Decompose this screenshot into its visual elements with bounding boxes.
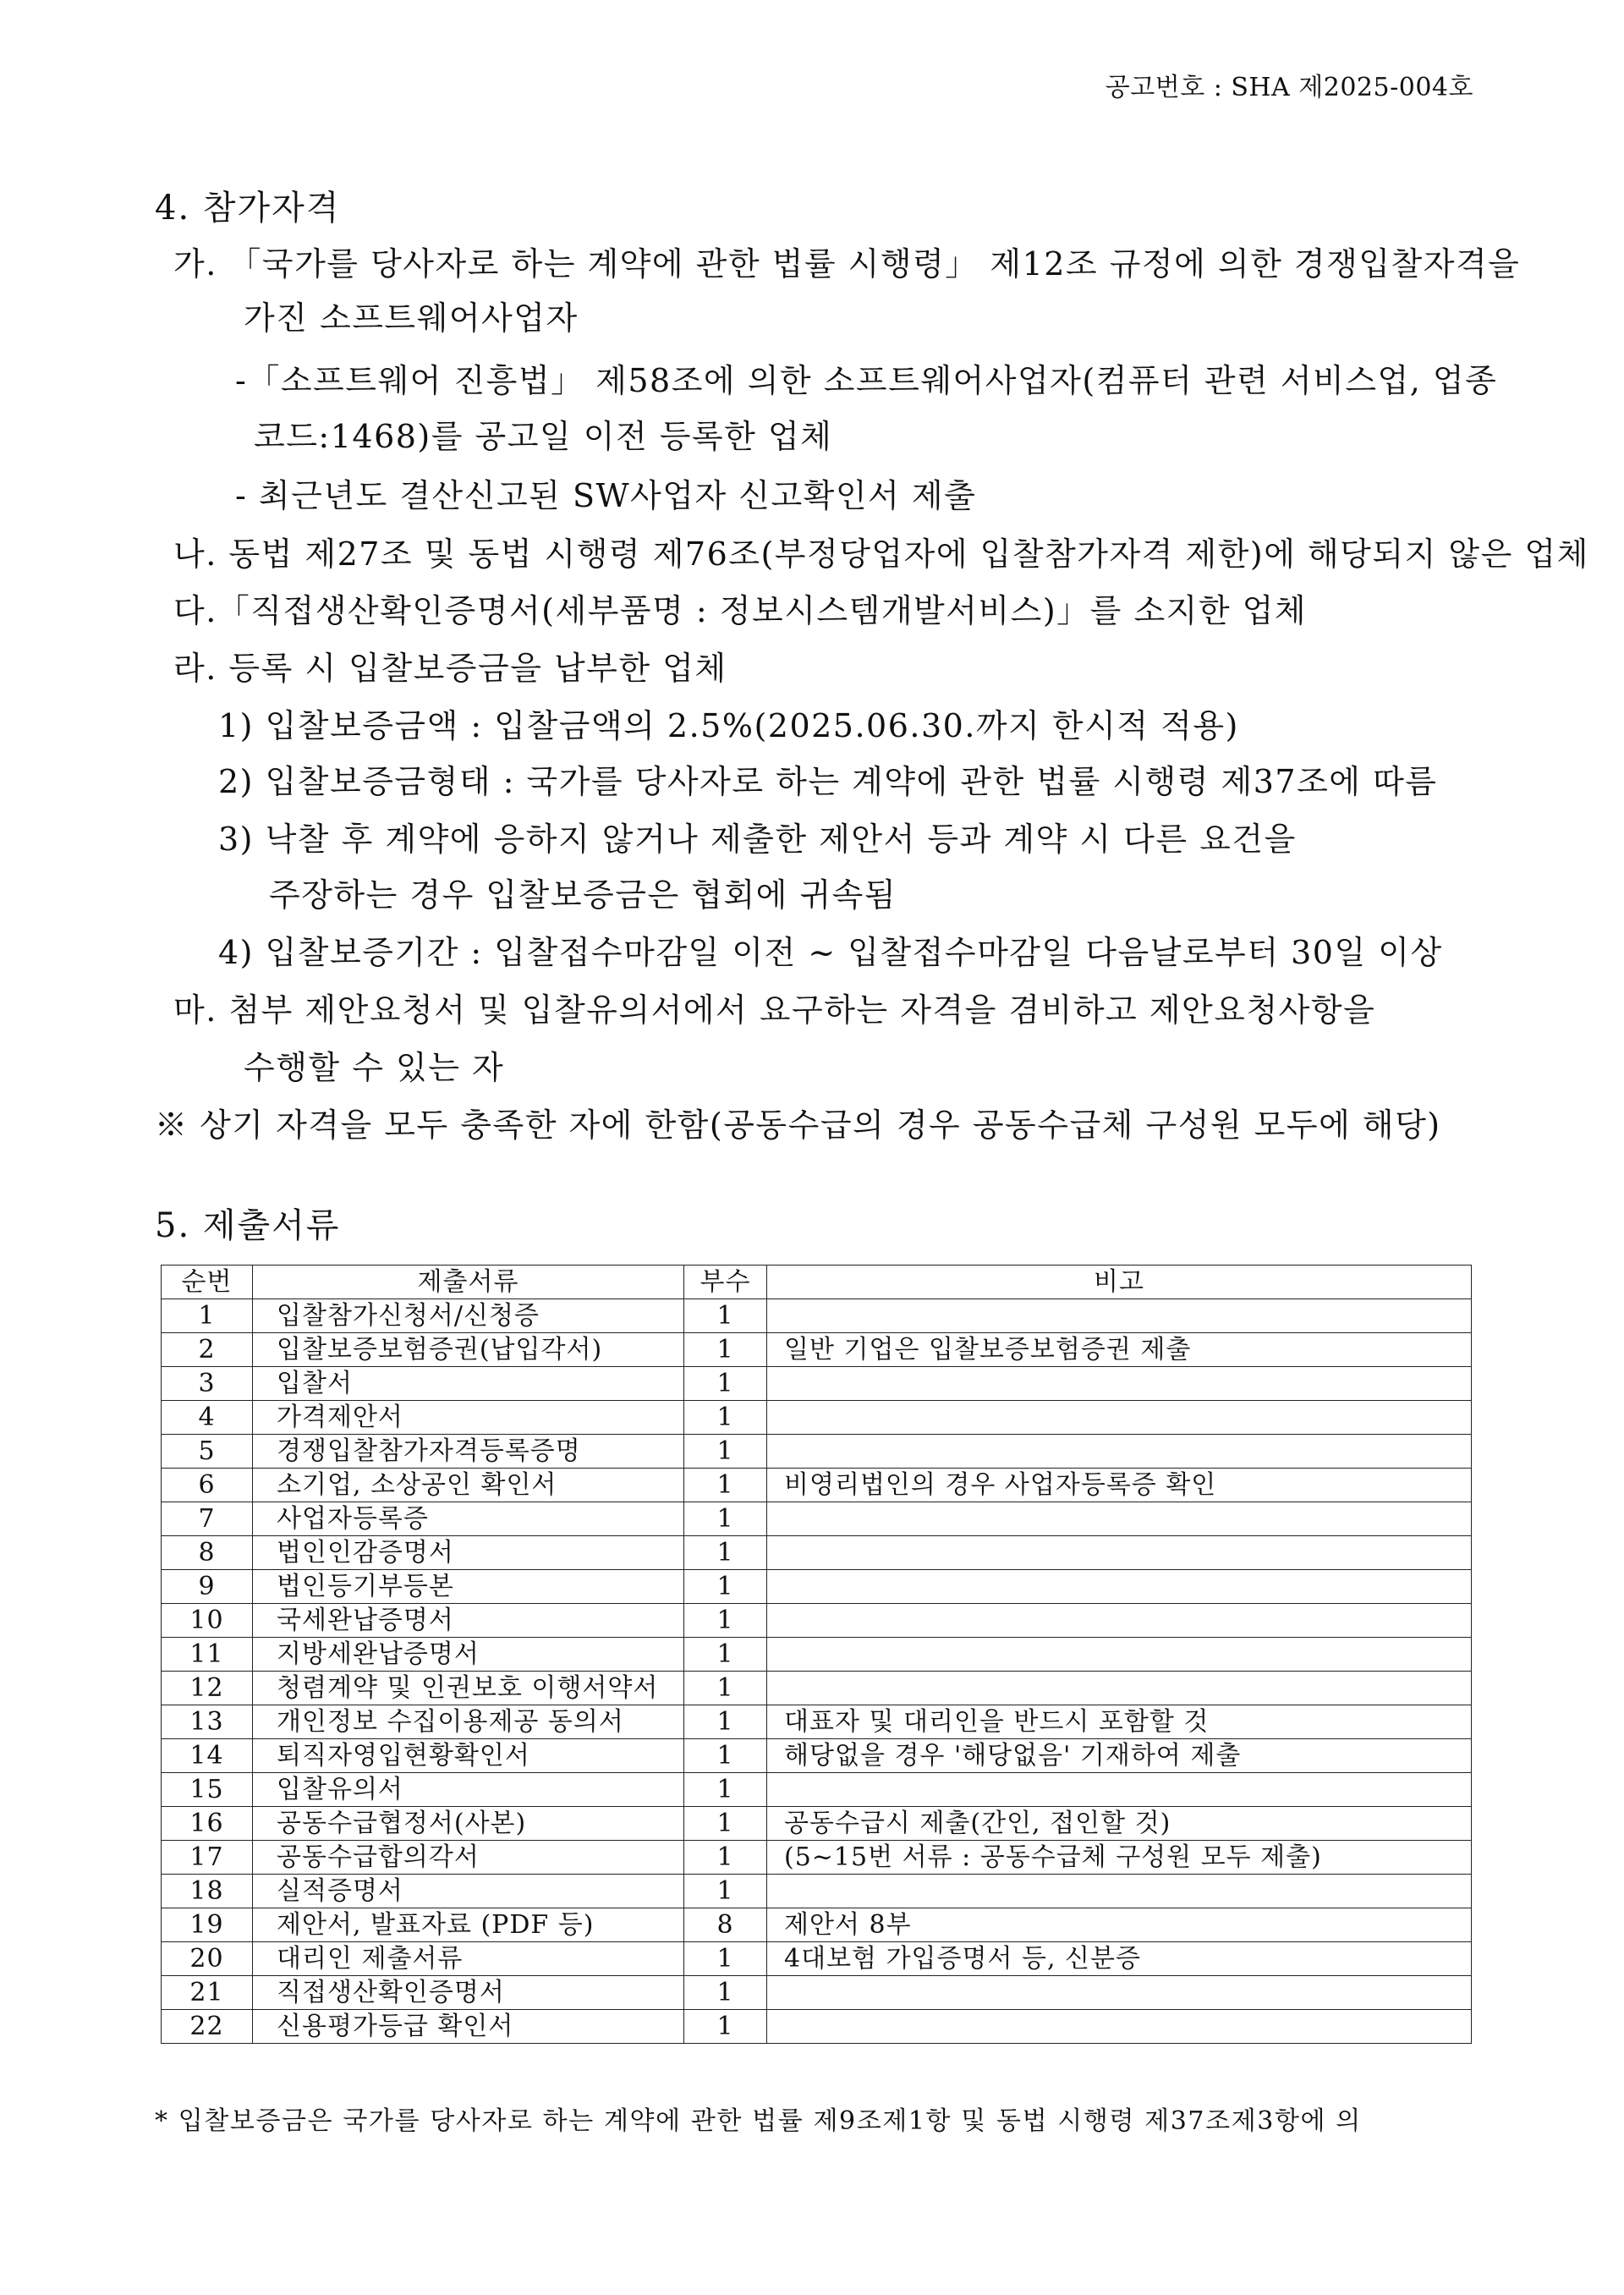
- table-row: [162, 1976, 1472, 2010]
- copies: 1: [684, 1672, 767, 1705]
- document-name: 공동수급협정서(사본): [253, 1807, 684, 1841]
- remarks: [767, 2010, 1472, 2044]
- document-name: 퇴직자영입현황확인서: [253, 1739, 684, 1773]
- qualification-subline-1-cont: 코드:1468)를 공고일 이전 등록한 업체: [254, 418, 833, 455]
- document-name: 지방세완납증명서: [253, 1638, 684, 1672]
- table-row: [162, 1638, 1472, 1672]
- row-number: 20: [162, 1942, 253, 1976]
- section-4-title: 4. 참가자격: [155, 189, 341, 228]
- copies: 1: [684, 1773, 767, 1807]
- row-number: 21: [162, 1976, 253, 2010]
- document-name: 법인인감증명서: [253, 1536, 684, 1570]
- copies: 1: [684, 1807, 767, 1841]
- row-number: 18: [162, 1875, 253, 1908]
- table-row: [162, 1705, 1472, 1739]
- table-header-row: [162, 1266, 1472, 1299]
- table-row: [162, 2010, 1472, 2044]
- qualification-line-ma: 마. 첨부 제안요청서 및 입찰유의서에서 요구하는 자격을 겸비하고 제안요청사항을: [173, 991, 1376, 1029]
- document-name: 공동수급합의각서: [253, 1841, 684, 1875]
- table-row: [162, 1299, 1472, 1333]
- remarks: 공동수급시 제출(간인, 접인할 것): [767, 1807, 1472, 1841]
- remarks: [767, 1773, 1472, 1807]
- copies: 1: [684, 1705, 767, 1739]
- qualification-line-ga-cont: 가진 소프트웨어사업자: [244, 299, 579, 337]
- copies: 1: [684, 1435, 767, 1469]
- table-row: [162, 1367, 1472, 1401]
- bond-footnote: * 입찰보증금은 국가를 당사자로 하는 계약에 관한 법률 제9조제1항 및 동법 시행령 제37조제3항에 의: [155, 2106, 1362, 2136]
- remarks: [767, 1502, 1472, 1536]
- table-row: [162, 1570, 1472, 1604]
- copies: 1: [684, 1367, 767, 1401]
- row-number: 2: [162, 1333, 253, 1367]
- document-name: 국세완납증명서: [253, 1604, 684, 1638]
- document-name: 가격제안서: [253, 1401, 684, 1435]
- qualification-line-ma-cont: 수행할 수 있는 자: [244, 1049, 505, 1086]
- table-row: [162, 1807, 1472, 1841]
- document-name: 경쟁입찰참가자격등록증명: [253, 1435, 684, 1469]
- row-number: 8: [162, 1536, 253, 1570]
- table-row: [162, 1435, 1472, 1469]
- row-number: 11: [162, 1638, 253, 1672]
- copies: 1: [684, 2010, 767, 2044]
- remarks: 4대보험 가입증명서 등, 신분증: [767, 1942, 1472, 1976]
- qualification-line-da: 다.「직접생산확인증명서(세부품명 : 정보시스템개발서비스)」를 소지한 업체: [173, 592, 1308, 629]
- table-row: [162, 1401, 1472, 1435]
- table-row: [162, 1773, 1472, 1807]
- table-row: [162, 1908, 1472, 1942]
- copies: 1: [684, 1875, 767, 1908]
- remarks: [767, 1435, 1472, 1469]
- remarks: 대표자 및 대리인을 반드시 포함할 것: [767, 1705, 1472, 1739]
- remarks: [767, 1976, 1472, 2010]
- column-header-remarks: 비고: [767, 1266, 1472, 1299]
- table-row: [162, 1469, 1472, 1502]
- table-row: [162, 1841, 1472, 1875]
- copies: 1: [684, 1976, 767, 2010]
- document-name: 제안서, 발표자료 (PDF 등): [253, 1908, 684, 1942]
- copies: 1: [684, 1739, 767, 1773]
- document-name: 입찰보증보험증권(납입각서): [253, 1333, 684, 1367]
- row-number: 7: [162, 1502, 253, 1536]
- copies: 1: [684, 1299, 767, 1333]
- copies: 1: [684, 1469, 767, 1502]
- row-number: 13: [162, 1705, 253, 1739]
- document-name: 사업자등록증: [253, 1502, 684, 1536]
- table-body: [162, 1299, 1472, 2044]
- qualification-line-na: 나. 동법 제27조 및 동법 시행령 제76조(부정당업자에 입찰참가자격 제한)에 해당되지 않은 업체: [173, 535, 1589, 573]
- row-number: 4: [162, 1401, 253, 1435]
- table-row: [162, 1502, 1472, 1536]
- remarks: [767, 1638, 1472, 1672]
- copies: 1: [684, 1638, 767, 1672]
- row-number: 14: [162, 1739, 253, 1773]
- table-row: [162, 1739, 1472, 1773]
- copies: 1: [684, 1942, 767, 1976]
- bond-item-1: 1) 입찰보증금액 : 입찰금액의 2.5%(2025.06.30.까지 한시적 적용): [218, 707, 1239, 744]
- remarks: [767, 1604, 1472, 1638]
- document-name: 입찰참가신청서/신청증: [253, 1299, 684, 1333]
- table-row: [162, 1672, 1472, 1705]
- column-header-number: 순번: [162, 1266, 253, 1299]
- document-name: 직접생산확인증명서: [253, 1976, 684, 2010]
- bond-item-2: 2) 입찰보증금형태 : 국가를 당사자로 하는 계약에 관한 법률 시행령 제37조에 따름: [218, 763, 1438, 800]
- column-header-copies: 부수: [684, 1266, 767, 1299]
- submission-documents-table: [161, 1265, 1472, 2044]
- copies: 1: [684, 1604, 767, 1638]
- row-number: 12: [162, 1672, 253, 1705]
- remarks: (5~15번 서류 : 공동수급체 구성원 모두 제출): [767, 1841, 1472, 1875]
- copies: 1: [684, 1333, 767, 1367]
- document-name: 입찰유의서: [253, 1773, 684, 1807]
- row-number: 3: [162, 1367, 253, 1401]
- remarks: [767, 1367, 1472, 1401]
- row-number: 15: [162, 1773, 253, 1807]
- bond-item-3-cont: 주장하는 경우 입찰보증금은 협회에 귀속됨: [269, 876, 897, 914]
- table-row: [162, 1536, 1472, 1570]
- row-number: 17: [162, 1841, 253, 1875]
- copies: 1: [684, 1536, 767, 1570]
- document-name: 소기업, 소상공인 확인서: [253, 1469, 684, 1502]
- remarks: [767, 1401, 1472, 1435]
- document-name: 신용평가등급 확인서: [253, 2010, 684, 2044]
- remarks: 비영리법인의 경우 사업자등록증 확인: [767, 1469, 1472, 1502]
- table-row: [162, 1942, 1472, 1976]
- table-row: [162, 1333, 1472, 1367]
- copies: 1: [684, 1502, 767, 1536]
- document-name: 대리인 제출서류: [253, 1942, 684, 1976]
- row-number: 19: [162, 1908, 253, 1942]
- document-name: 청렴계약 및 인권보호 이행서약서: [253, 1672, 684, 1705]
- remarks: 제안서 8부: [767, 1908, 1472, 1942]
- bond-item-4: 4) 입찰보증기간 : 입찰접수마감일 이전 ~ 입찰접수마감일 다음날로부터 30일 이상: [218, 934, 1443, 971]
- copies: 8: [684, 1908, 767, 1942]
- column-header-document: 제출서류: [253, 1266, 684, 1299]
- row-number: 9: [162, 1570, 253, 1604]
- document-name: 법인등기부등본: [253, 1570, 684, 1604]
- document-name: 실적증명서: [253, 1875, 684, 1908]
- remarks: [767, 1672, 1472, 1705]
- remarks: [767, 1536, 1472, 1570]
- table-row: [162, 1875, 1472, 1908]
- qualification-line-ra: 라. 등록 시 입찰보증금을 납부한 업체: [173, 650, 727, 687]
- row-number: 10: [162, 1604, 253, 1638]
- row-number: 6: [162, 1469, 253, 1502]
- row-number: 1: [162, 1299, 253, 1333]
- qualification-subline-2: - 최근년도 결산신고된 SW사업자 신고확인서 제출: [235, 477, 977, 514]
- notice-number: 공고번호 : SHA 제2025-004호: [1105, 73, 1473, 102]
- bond-item-3: 3) 낙찰 후 계약에 응하지 않거나 제출한 제안서 등과 계약 시 다른 요건을: [218, 821, 1297, 858]
- remarks: 해당없을 경우 '해당없음' 기재하여 제출: [767, 1739, 1472, 1773]
- section-5-title: 5. 제출서류: [155, 1206, 341, 1245]
- row-number: 16: [162, 1807, 253, 1841]
- document-name: 입찰서: [253, 1367, 684, 1401]
- qualification-note: ※ 상기 자격을 모두 충족한 자에 한함(공동수급의 경우 공동수급체 구성원 모두에 해당): [155, 1106, 1441, 1144]
- remarks: 일반 기업은 입찰보증보험증권 제출: [767, 1333, 1472, 1367]
- remarks: [767, 1875, 1472, 1908]
- qualification-subline-1: -「소프트웨어 진흥법」 제58조에 의한 소프트웨어사업자(컴퓨터 관련 서비스업, 업종: [235, 362, 1498, 399]
- copies: 1: [684, 1401, 767, 1435]
- remarks: [767, 1299, 1472, 1333]
- table-row: [162, 1604, 1472, 1638]
- row-number: 22: [162, 2010, 253, 2044]
- remarks: [767, 1570, 1472, 1604]
- row-number: 5: [162, 1435, 253, 1469]
- qualification-line-ga: 가. 「국가를 당사자로 하는 계약에 관한 법률 시행령」 제12조 규정에 의한 경쟁입찰자격을: [173, 245, 1521, 283]
- copies: 1: [684, 1841, 767, 1875]
- document-name: 개인정보 수집이용제공 동의서: [253, 1705, 684, 1739]
- copies: 1: [684, 1570, 767, 1604]
